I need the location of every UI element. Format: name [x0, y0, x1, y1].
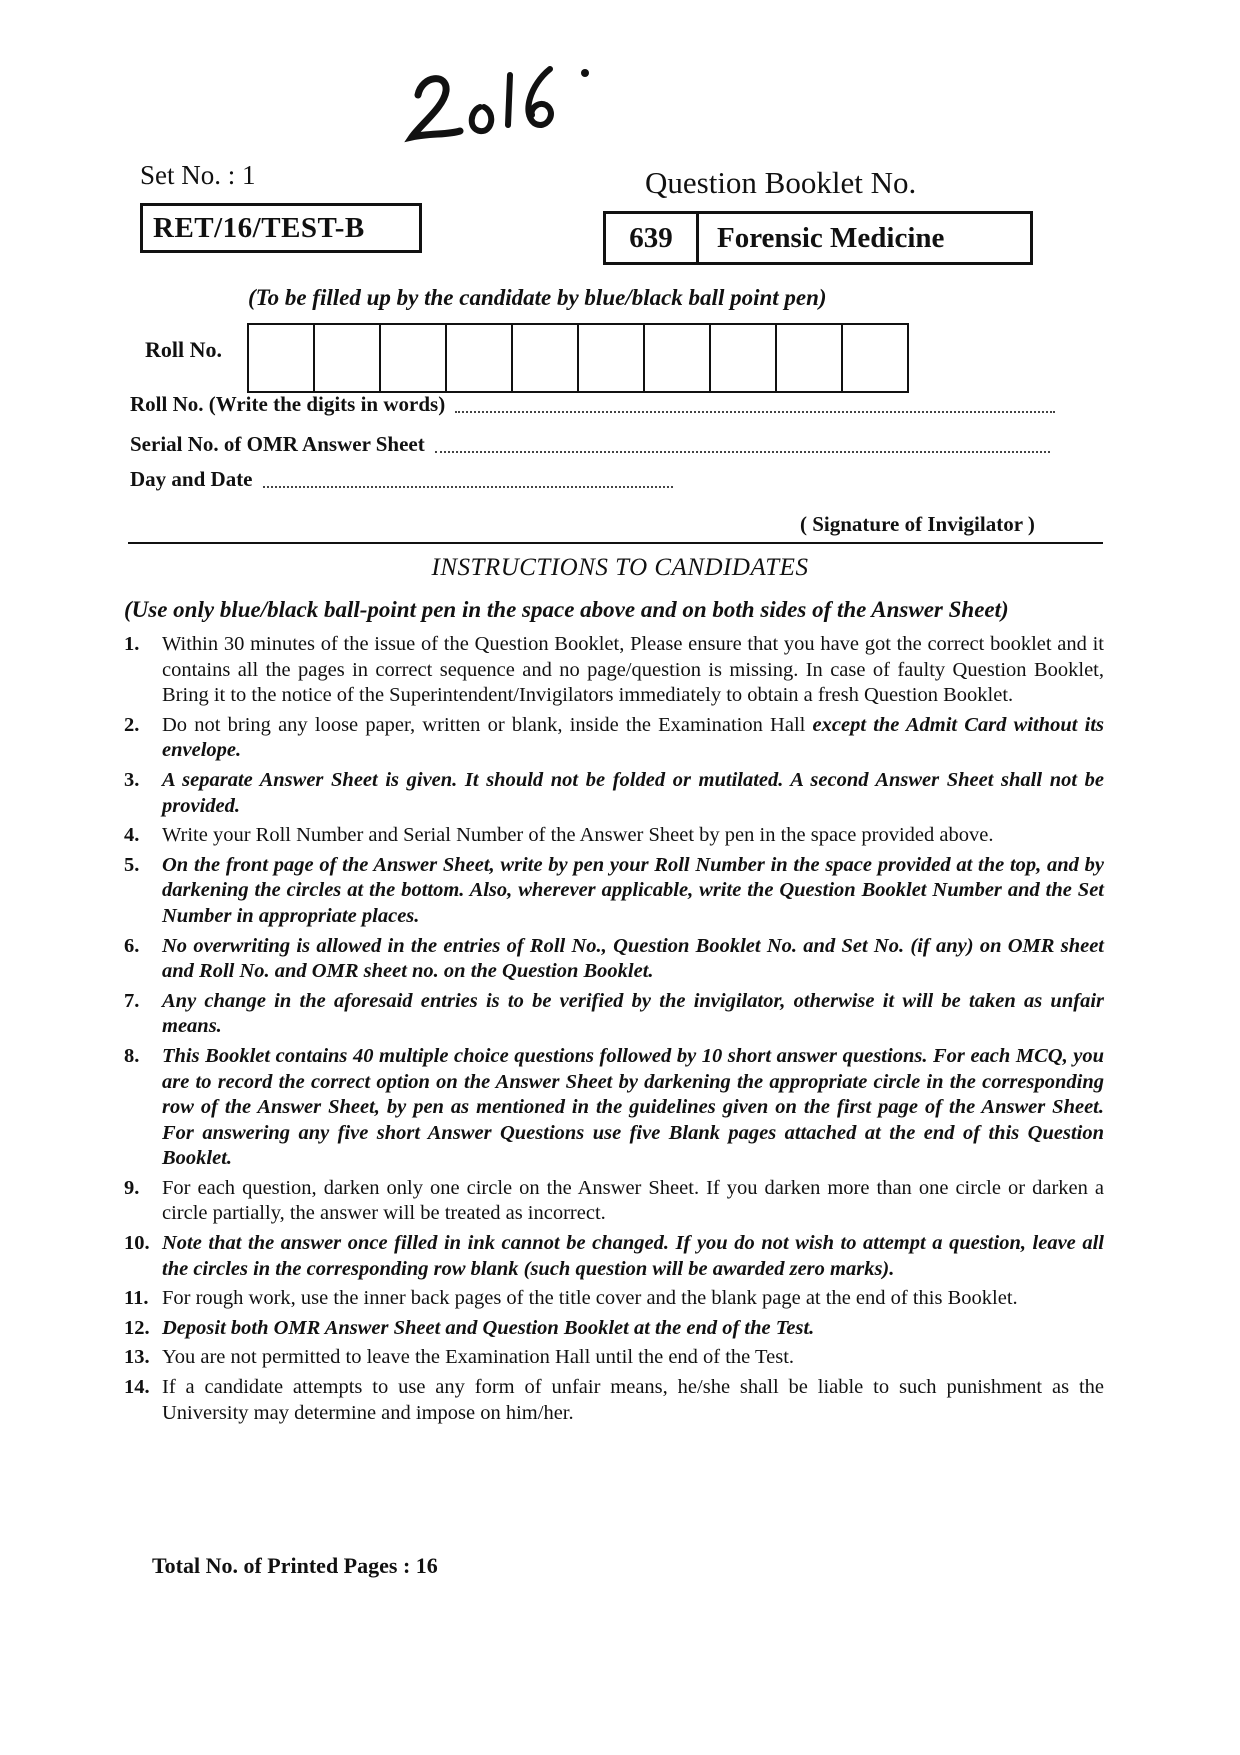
roll-digit-box[interactable]	[315, 325, 381, 391]
booklet-number: 639	[606, 214, 699, 262]
test-code: RET/16/TEST-B	[140, 203, 422, 253]
roll-words-field[interactable]	[130, 392, 1055, 417]
instruction-item	[124, 768, 1104, 819]
instruction-item	[124, 1345, 1104, 1371]
roll-digit-box[interactable]	[381, 325, 447, 391]
instruction-text	[162, 1044, 1104, 1172]
instruction-text	[162, 989, 1104, 1040]
instructions-list	[124, 632, 1104, 1430]
instruction-emphasis-text: Any change in the aforesaid entries is to be verified by the invigilator, otherwise it will be taken as unfair means.	[162, 989, 1104, 1038]
subject-name: Forensic Medicine	[717, 222, 945, 254]
instruction-emphasis-text: No overwriting is allowed in the entries of Roll No., Question Booklet No. and Set No. (if any) on OMR sheet and Roll No. and OMR sheet no. on the Question Booklet.	[162, 934, 1104, 983]
invigilator-signature-label: ( Signature of Invigilator )	[800, 512, 1035, 536]
instruction-plain-text: You are not permitted to leave the Examination Hall until the end of the Test.	[162, 1346, 795, 1369]
instruction-plain-text: Do not bring any loose paper, written or blank, inside the Examination Hall	[162, 713, 806, 736]
instructions-heading: INSTRUCTIONS TO CANDIDATES	[431, 554, 809, 581]
instruction-number: 14.	[124, 1376, 150, 1399]
instruction-item	[124, 1286, 1104, 1312]
roll-digit-box[interactable]	[645, 325, 711, 391]
total-printed-pages: Total No. of Printed Pages : 16	[152, 1553, 438, 1578]
instruction-item	[124, 1231, 1104, 1282]
instruction-number: 3.	[124, 768, 140, 791]
instruction-emphasis-text: This Booklet contains 40 multiple choice questions followed by 10 short answer questions. For each MCQ, you are to record the correct option on the Answer Sheet by darkening the appropriate circle in the corresponding row of the Answer Sheet, by pen as mentioned in the guidelines given on the first page of the Answer Sheet. For answering any five short Answer Questions use five Blank pages attached at the end of this Question Booklet.	[162, 1044, 1104, 1170]
instruction-text	[162, 713, 1104, 764]
instruction-text	[162, 1316, 1104, 1342]
day-date-field[interactable]	[130, 467, 673, 492]
roll-digit-box[interactable]	[843, 325, 909, 391]
instruction-emphasis-text: except the Admit Card without its envelope.	[162, 713, 1104, 762]
instruction-text	[162, 632, 1104, 709]
instruction-emphasis-text: Note that the answer once filled in ink cannot be changed. If you do not wish to attempt a question, leave all the circles in the corresponding row blank (such question will be awarded zero marks).	[162, 1232, 1104, 1280]
instruction-text	[162, 1176, 1104, 1227]
instruction-plain-text: If a candidate attempts to use any form of unfair means, he/she shall be liable to such punishment as the University may determine and impose on him/her.	[162, 1376, 1104, 1424]
instruction-number: 11.	[124, 1287, 149, 1310]
instruction-number: 6.	[124, 934, 140, 957]
omr-serial-field[interactable]	[130, 432, 1050, 457]
instruction-emphasis-text: Deposit both OMR Answer Sheet and Question Booklet at the end of the Test.	[162, 1316, 815, 1339]
instruction-number: 12.	[124, 1316, 150, 1339]
instruction-item	[124, 823, 1104, 849]
roll-number-grid[interactable]	[247, 323, 909, 393]
instruction-plain-text: For each question, darken only one circle on the Answer Sheet. If you darken more than one circle or darken a circle partially, the answer will be treated as incorrect.	[162, 1176, 1104, 1225]
instruction-plain-text: For rough work, use the inner back pages of the title cover and the blank page at the end of this Booklet.	[162, 1287, 1018, 1310]
instruction-number: 7.	[124, 989, 140, 1012]
instruction-item	[124, 853, 1104, 930]
fill-instruction: (To be filled up by the candidate by blue/black ball point pen)	[248, 285, 827, 310]
instruction-number: 5.	[124, 853, 140, 876]
roll-digit-box[interactable]	[447, 325, 513, 391]
divider	[128, 542, 1103, 544]
instruction-number: 4.	[124, 824, 140, 847]
instruction-number: 13.	[124, 1346, 150, 1369]
instruction-text	[162, 1286, 1104, 1312]
instruction-plain-text: Write your Roll Number and Serial Number of the Answer Sheet by pen in the space provided above.	[162, 824, 994, 847]
set-number: Set No. : 1	[140, 160, 256, 190]
roll-number-label: Roll No.	[145, 337, 222, 362]
instruction-text	[162, 1345, 1104, 1371]
instruction-item	[124, 1316, 1104, 1342]
instruction-item	[124, 934, 1104, 985]
instructions-subheading: (Use only blue/black ball-point pen in the space above and on both sides of the Answer Sheet)	[124, 597, 1009, 622]
roll-words-label: Roll No. (Write the digits in words)	[130, 392, 446, 416]
instruction-number: 9.	[124, 1176, 140, 1199]
instruction-number: 1.	[124, 633, 140, 655]
instruction-text	[162, 823, 1104, 849]
omr-serial-line[interactable]	[435, 450, 1050, 453]
roll-digit-box[interactable]	[249, 325, 315, 391]
instruction-number: 8.	[124, 1044, 140, 1067]
instruction-item	[124, 632, 1104, 709]
day-date-line[interactable]	[263, 485, 673, 488]
omr-serial-label: Serial No. of OMR Answer Sheet	[130, 432, 425, 456]
roll-digit-box[interactable]	[579, 325, 645, 391]
instruction-item	[124, 713, 1104, 764]
day-date-label: Day and Date	[130, 467, 253, 491]
instruction-emphasis-text: On the front page of the Answer Sheet, write by pen your Roll Number in the space provided at the top, and by darkening the circles at the bottom. Also, wherever applicable, write the Question Booklet Number and the Set Number in appropriate places.	[162, 853, 1104, 927]
instruction-item	[124, 1176, 1104, 1227]
instruction-number: 10.	[124, 1232, 150, 1255]
booklet-label: Question Booklet No.	[645, 165, 917, 200]
booklet-number-box	[603, 211, 1033, 265]
roll-digit-box[interactable]	[777, 325, 843, 391]
instruction-item	[124, 1375, 1104, 1426]
instruction-number: 2.	[124, 713, 140, 736]
instruction-text	[162, 768, 1104, 819]
roll-digit-box[interactable]	[513, 325, 579, 391]
instruction-text	[162, 1375, 1104, 1426]
instruction-text	[162, 1231, 1104, 1282]
instruction-item	[124, 989, 1104, 1040]
roll-words-line[interactable]	[455, 410, 1055, 413]
instruction-text	[162, 853, 1104, 930]
instruction-text	[162, 934, 1104, 985]
instruction-emphasis-text: A separate Answer Sheet is given. It should not be folded or mutilated. A second Answer Sheet shall not be provided.	[162, 768, 1104, 817]
handwritten-year	[400, 55, 630, 145]
instruction-item	[124, 1044, 1104, 1172]
instruction-plain-text: Within 30 minutes of the issue of the Question Booklet, Please ensure that you have got the correct booklet and it contains all the pages in correct sequence and no page/question is missing. In case of faulty Question Booklet, Bring it to the notice of the Superintendent/Invigilators immediately to obtain a fresh Question Booklet.	[162, 633, 1104, 707]
roll-digit-box[interactable]	[711, 325, 777, 391]
